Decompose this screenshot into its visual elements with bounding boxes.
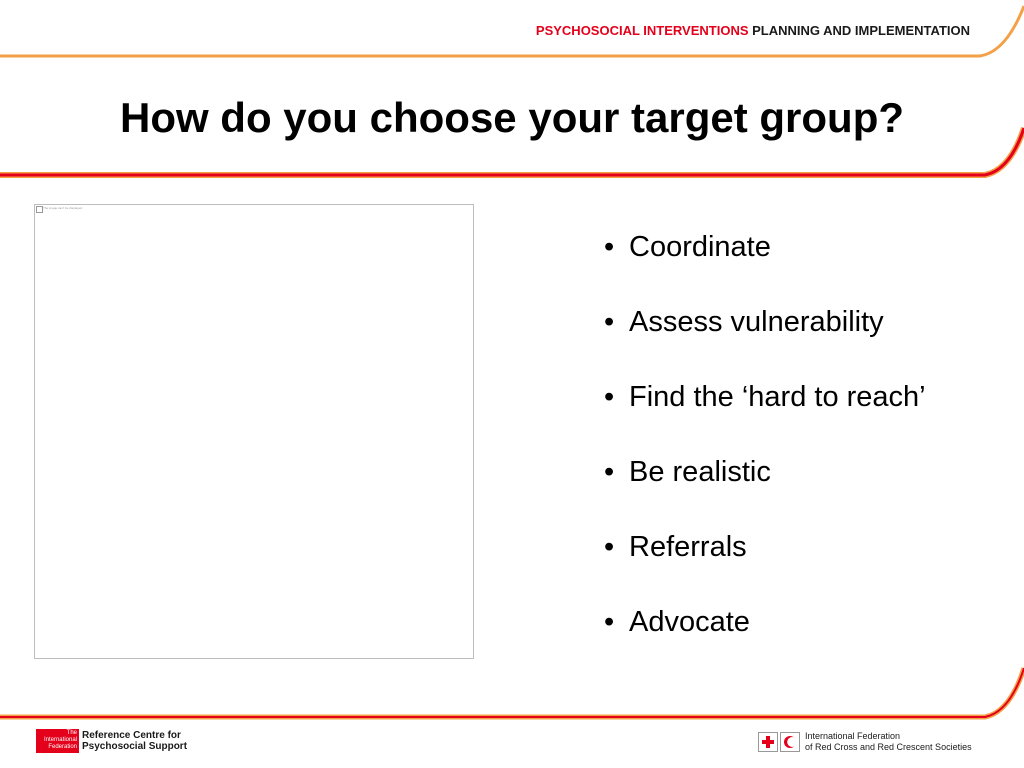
reference-centre-logo: [36, 729, 187, 753]
red-crescent-icon: [780, 732, 800, 752]
bullet-text: Referrals: [629, 531, 747, 563]
logo-line: Federation: [48, 744, 77, 750]
slide-title: How do you choose your target group?: [119, 94, 904, 141]
list-item: • Find the ‘hard to reach’: [604, 381, 926, 413]
red-cross-icon: [758, 732, 778, 752]
federation-text: [805, 731, 972, 753]
list-item: • Be realistic: [604, 456, 771, 488]
bullet-list: [604, 229, 926, 679]
logo-line: International: [43, 737, 77, 743]
federation-line1: International Federation: [805, 731, 901, 741]
header-accent-text: PSYCHOSOCIAL INTERVENTIONS: [535, 23, 749, 38]
image-alt-text: The image can't be displayed.: [43, 206, 83, 210]
reference-centre-line1: Reference Centre for: [82, 730, 181, 741]
bullet-text: Be realistic: [629, 456, 771, 488]
list-item: • Coordinate: [604, 231, 771, 263]
bullet-text: Find the ‘hard to reach’: [629, 381, 926, 413]
list-item: • Referrals: [604, 531, 747, 563]
bullet-text: Assess vulnerability: [629, 306, 884, 338]
emblems: [758, 732, 800, 752]
reference-centre-text: [82, 730, 187, 752]
reference-centre-line2: Psychosocial Support: [82, 741, 188, 752]
broken-image-icon: [36, 206, 43, 213]
federation-line2: of Red Cross and Red Crescent Societies: [805, 742, 972, 752]
section-header: [536, 23, 970, 38]
list-item: • Advocate: [604, 606, 750, 638]
bullet-text: Advocate: [629, 606, 750, 638]
ifrc-logo-box: [36, 729, 79, 753]
image-placeholder: [34, 204, 474, 659]
ifrc-logo: [758, 731, 972, 753]
bullet-text: Coordinate: [629, 231, 771, 263]
list-item: • Assess vulnerability: [604, 306, 884, 338]
logo-line: The: [66, 730, 77, 736]
header-plain-text: PLANNING AND IMPLEMENTATION: [752, 23, 970, 38]
